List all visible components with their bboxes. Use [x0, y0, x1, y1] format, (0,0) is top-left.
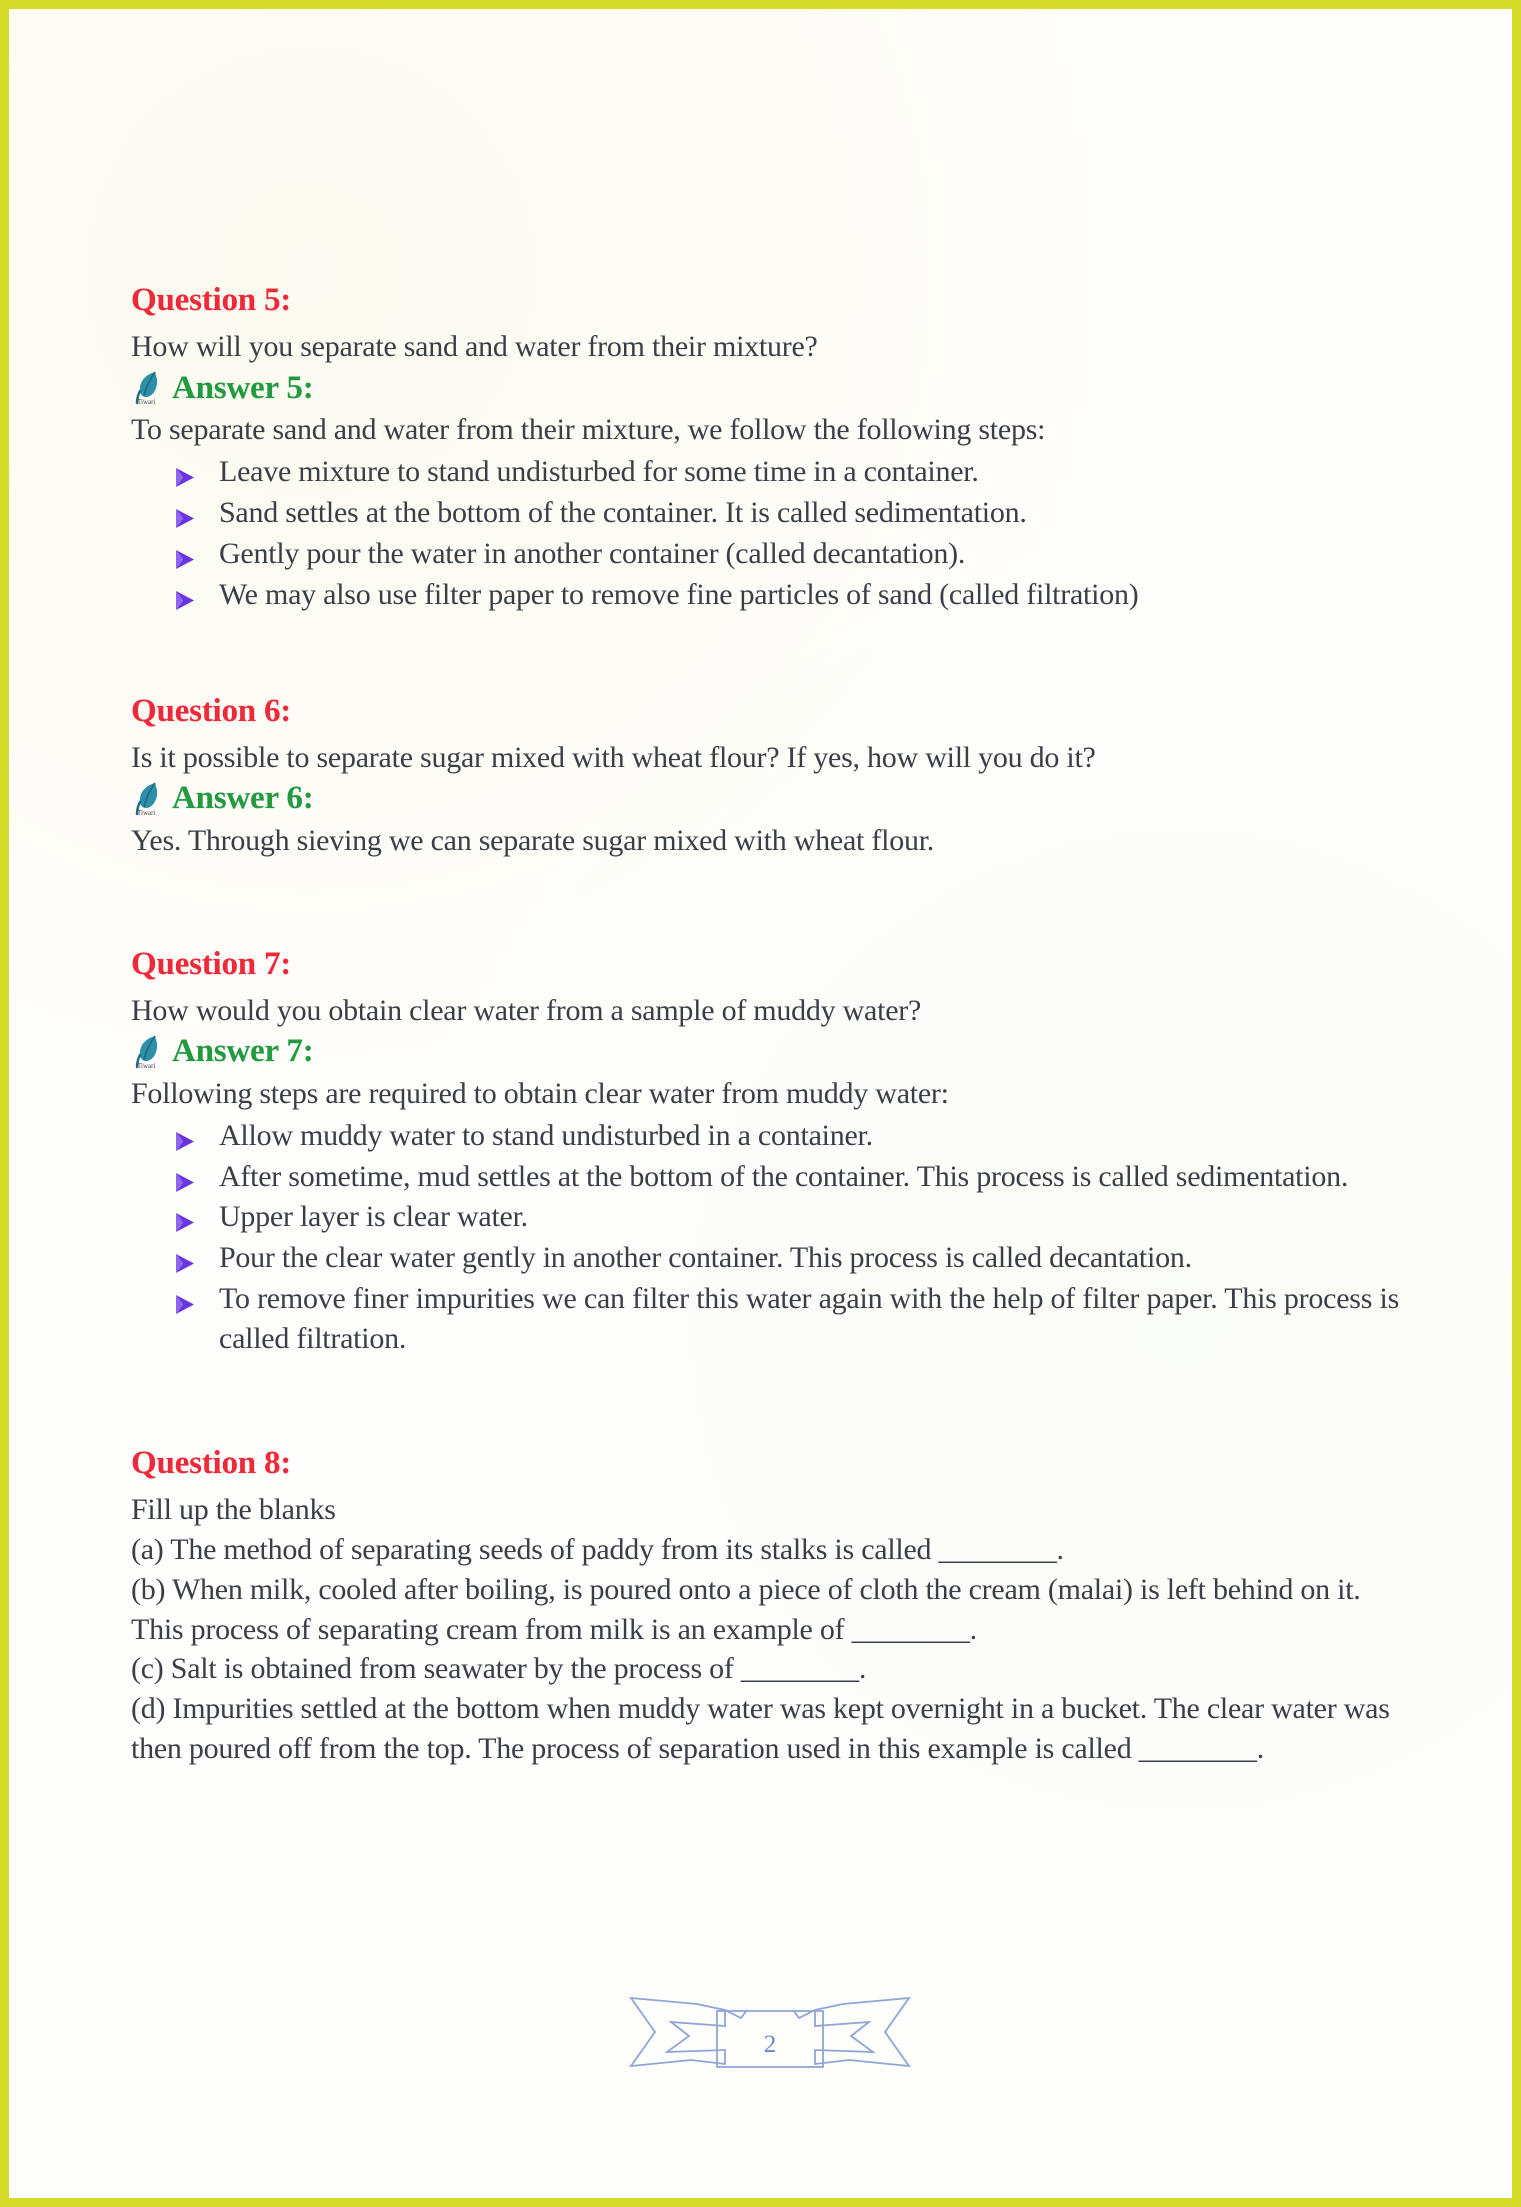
arrowhead-bullet-icon [173, 1125, 199, 1149]
answer-intro-5: To separate sand and water from their mixture, we follow the following steps: [131, 413, 1046, 447]
list-item-text: After sometime, mud settles at the bottom of the container. This process is called sedimentation. [219, 1159, 1349, 1193]
ribbon-banner-icon [625, 1974, 915, 2086]
fill-blank-item-c: (c) Salt is obtained from seawater by the process of ________. [131, 1652, 867, 1686]
arrowhead-bullet-icon [173, 584, 199, 608]
list-item [169, 534, 1399, 574]
question-text-8: Fill up the blanks [131, 1492, 336, 1526]
answer-intro-6: Yes. Through sieving we can separate sugar mixed with wheat flour. [131, 823, 935, 857]
list-item [169, 452, 1399, 492]
answer-heading-row-7 [131, 1033, 1399, 1069]
list-item-text: Sand settles at the bottom of the container. It is called sedimentation. [219, 495, 1027, 529]
list-item [169, 1279, 1399, 1359]
list-item [169, 575, 1399, 615]
answer-bullet-list-7 [131, 1116, 1399, 1359]
list-item-text: Leave mixture to stand undisturbed for some time in a container. [219, 455, 979, 489]
list-item [169, 1197, 1399, 1237]
qa-block-6 [131, 692, 1399, 861]
page-number: 2 [763, 2031, 777, 2058]
svg-text:Tiwari: Tiwari [137, 398, 156, 407]
feather-leaf-logo-icon [131, 370, 165, 406]
list-item-text: To remove finer impurities we can filter this water again with the help of filter paper. This process is called filtration. [219, 1282, 1399, 1356]
fill-blank-item-d: (d) Impurities settled at the bottom when muddy water was kept overnight in a bucket. The clear water was then poured off from the top. The process of separation used in this example is called ________. [131, 1692, 1390, 1766]
fill-blank-item-b: (b) When milk, cooled after boiling, is poured onto a piece of cloth the cream (malai) is left behind on it. This process of separating cream from milk is an example of ________. [131, 1572, 1361, 1646]
question-text-7: How would you obtain clear water from a sample of muddy water? [131, 993, 922, 1027]
fill-blank-item-a: (a) The method of separating seeds of paddy from its stalks is called ________. [131, 1532, 1064, 1566]
question-text-6: Is it possible to separate sugar mixed with wheat flour? If yes, how will you do it? [131, 740, 1096, 774]
answer-heading-5: Answer 5: [172, 369, 314, 406]
arrowhead-bullet-icon [173, 1247, 199, 1271]
question-heading-6: Question 6: [131, 692, 292, 729]
question-heading-5: Question 5: [131, 282, 292, 318]
list-item [169, 1238, 1399, 1278]
qa-block-7 [131, 945, 1399, 1359]
answer-heading-6: Answer 6: [172, 780, 314, 817]
arrowhead-bullet-icon [173, 1206, 199, 1230]
feather-leaf-logo-icon [131, 1034, 165, 1070]
arrowhead-bullet-icon [173, 502, 199, 526]
question-heading-8: Question 8: [131, 1444, 292, 1481]
section-spacer [131, 861, 1399, 945]
feather-leaf-logo-icon [131, 781, 165, 817]
section-spacer [131, 616, 1399, 692]
arrowhead-bullet-icon [173, 461, 199, 485]
answer-heading-row-5 [131, 370, 1399, 406]
list-item-text: Pour the clear water gently in another container. This process is called decantation. [219, 1241, 1192, 1275]
answer-bullet-list-5 [131, 452, 1399, 615]
question-text-5: How will you separate sand and water from their mixture? [131, 329, 818, 363]
list-item-text: Gently pour the water in another container (called decantation). [219, 536, 966, 570]
section-spacer [131, 1360, 1399, 1444]
answer-heading-row-6 [131, 780, 1399, 816]
qa-block-5 [131, 281, 1399, 615]
list-item [169, 493, 1399, 533]
list-item-text: We may also use filter paper to remove fine particles of sand (called filtration) [219, 577, 1139, 611]
svg-text:Tiwari: Tiwari [137, 808, 156, 817]
arrowhead-bullet-icon [173, 543, 199, 567]
list-item [169, 1157, 1399, 1197]
list-item-text: Allow muddy water to stand undisturbed in a container. [219, 1118, 873, 1152]
answer-intro-7: Following steps are required to obtain clear water from muddy water: [131, 1076, 949, 1110]
arrowhead-bullet-icon [173, 1288, 199, 1312]
arrowhead-bullet-icon [173, 1166, 199, 1190]
svg-text:Tiwari: Tiwari [137, 1061, 156, 1070]
document-content [131, 281, 1399, 1769]
answer-heading-7: Answer 7: [172, 1033, 314, 1070]
qa-block-8 [131, 1444, 1399, 1769]
list-item [169, 1116, 1399, 1156]
list-item-text: Upper layer is clear water. [219, 1200, 528, 1234]
question-heading-7: Question 7: [131, 945, 292, 982]
